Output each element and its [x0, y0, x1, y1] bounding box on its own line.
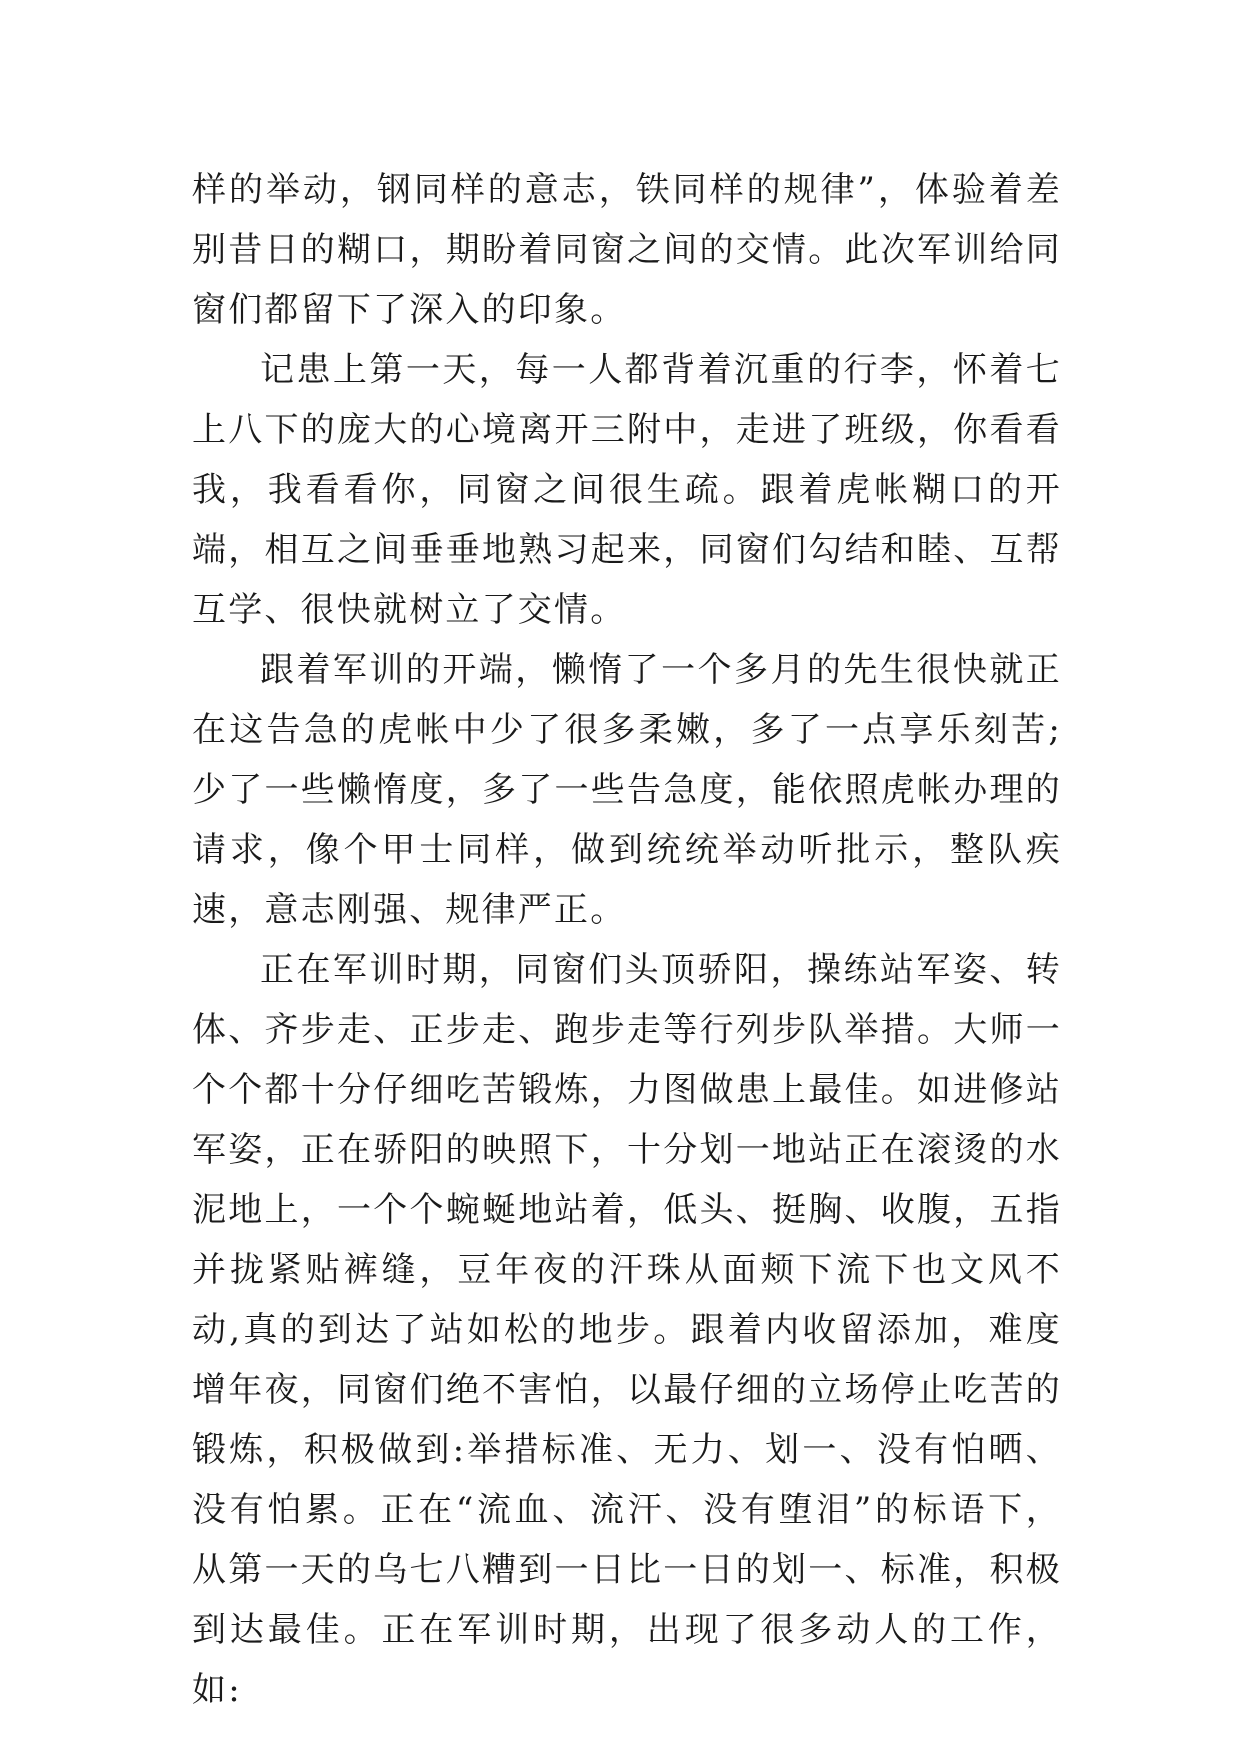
paragraph-4: 正在军训时期，同窗们头顶骄阳，操练站军姿、转体、齐步走、正步走、跑步走等行列步队举措。大师一个个都十分仔细吃苦锻炼，力图做患上最佳。如进修站军姿，正在骄阳的映照下，十分划一地站正在滚烫的水泥地上，一个个蜿蜒地站着，低头、挺胸、收腹，五指并拢紧贴裤缝，豆年夜的汗珠从面颊下流下也文风不动,真的到达了站如松的地步。跟着内收留添加，难度增年夜，同窗们绝不害怕，以最仔细的立场停止吃苦的锻炼，积极做到:举措标准、无力、划一、没有怕晒、没有怕累。正在“流血、流汗、没有堕泪”的标语下，从第一天的乌七八糟到一日比一日的划一、标准，积极到达最佳。正在军训时期，出现了很多动人的工作，如:: [192, 950, 1062, 1710]
paragraph-1: 样的举动，钢同样的意志，铁同样的规律”，体验着差别昔日的糊口，期盼着同窗之间的交情。此次军训给同窗们都留下了深入的印象。: [192, 170, 1062, 330]
document-page: [192, 160, 1062, 1720]
paragraph-2: 记患上第一天，每一人都背着沉重的行李，怀着七上八下的庞大的心境离开三附中，走进了班级，你看看我，我看看你，同窗之间很生疏。跟着虎帐糊口的开端，相互之间垂垂地熟习起来，同窗们勾结和睦、互帮互学、很快就树立了交情。: [192, 350, 1062, 630]
paragraph-3: 跟着军训的开端，懒惰了一个多月的先生很快就正在这告急的虎帐中少了很多柔嫩，多了一点享乐刻苦;少了一些懒惰度，多了一些告急度，能依照虎帐办理的请求，像个甲士同样，做到统统举动听批示，整队疾速，意志刚强、规律严正。: [192, 650, 1062, 930]
